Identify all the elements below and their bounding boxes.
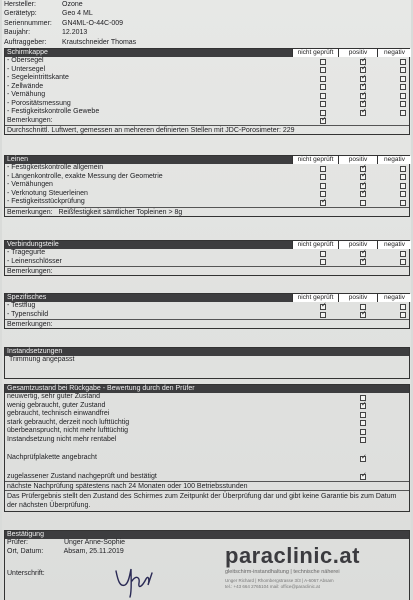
checkbox-negative[interactable] [400,191,406,197]
checkbox-positive[interactable] [360,304,366,310]
section-title-text: Schirmkappe [7,49,48,56]
info-row-serial [4,19,224,29]
checkbox-not-checked[interactable] [320,251,326,257]
info-row-type [4,10,224,20]
checkbox-not-checked[interactable] [320,118,326,124]
section-verbindungsteile [4,240,410,276]
condition-option-label: stark gebraucht, derzeit noch lufttüchtig [7,418,130,426]
condition-option [5,427,409,436]
checkbox-not-checked[interactable] [320,59,326,65]
spacer [5,444,409,454]
checklist-item [5,173,409,182]
checklist-item-label: - Festigkeitsstückprüfung [7,198,85,205]
checkbox-negative[interactable] [400,200,406,206]
checklist-item-label: - Leinenschlösser [7,257,62,265]
info-value: 12.2013 [62,29,88,37]
checklist-item-label: - Längenkontrolle, exakte Messung der Geometrie [7,172,163,180]
inspection-report-page [2,0,411,600]
section-leinen [4,155,410,217]
checklist [5,302,409,319]
column-positive: positiv [338,49,377,57]
checkbox-negative[interactable] [400,59,406,65]
column-negative: negativ [377,156,411,164]
checkbox-not-checked[interactable] [320,183,326,189]
checkbox-not-checked[interactable] [320,67,326,73]
checklist-item-label: - Typenschild [7,310,49,318]
info-row-manufacturer [4,0,224,10]
condition-checkbox[interactable] [360,429,366,435]
condition-checkbox[interactable] [360,395,366,401]
checkbox-not-checked[interactable] [320,174,326,180]
handwritten-signature [112,565,162,599]
checklist-item [5,249,409,258]
checkbox-positive[interactable] [360,166,366,172]
checklist [5,164,409,207]
checkbox-positive[interactable] [360,76,366,82]
next-inspection-note: nächste Nachprüfung spätestens nach 24 Monaten oder 100 Betriebsstunden [5,481,409,490]
info-label: Baujahr: [4,29,31,37]
checkbox-not-checked[interactable] [320,200,326,206]
column-positive: positiv [338,156,377,164]
zugelassen-row [5,473,409,482]
contact-line: tel.: +43 664 2765104 mail: office@paraclinic.at [225,583,320,589]
section-spezifisches [4,293,410,329]
checklist-item [5,91,409,100]
column-not-checked: nicht geprüft [292,156,338,164]
checkbox-not-checked[interactable] [320,93,326,99]
checkbox-negative[interactable] [400,183,406,189]
checkbox-positive[interactable] [360,200,366,206]
repairs-text: Trimmung angepasst [9,356,75,363]
checklist-item [5,181,409,190]
checklist [5,57,409,117]
column-not-checked: nicht geprüft [292,294,338,302]
checkbox-positive[interactable] [360,251,366,257]
column-negative: negativ [377,241,411,249]
remarks-row [5,266,409,275]
checkbox-not-checked[interactable] [320,304,326,310]
checkbox-negative[interactable] [400,304,406,310]
remarks-row [5,117,409,126]
address-line: Unger Richard | Rhombergstrasse 3/3 | A-6067 Absam [225,577,334,583]
signature-label: Unterschrift: [7,570,45,577]
section-title: Bestätigung [5,531,409,539]
zugelassen-checkbox[interactable] [360,474,366,480]
column-negative: negativ [377,49,411,57]
section-title [5,49,409,57]
info-label: Auftraggeber: [4,38,47,46]
place-date-label: Ort, Datum: [7,547,44,555]
company-logo: paraclinic.at [225,543,360,568]
column-not-checked: nicht geprüft [292,49,338,57]
remarks-label: Bemerkungen: [7,268,53,275]
condition-option [5,393,409,402]
checklist-item [5,311,409,320]
remarks-label: Bemerkungen: [7,208,53,216]
spacer [5,463,409,473]
condition-option-label: gebraucht, technisch einwandfrei [7,410,110,417]
checkbox-negative[interactable] [400,67,406,73]
checkbox-positive[interactable] [360,312,366,318]
section-schirmkappe [4,48,410,135]
checkbox-negative[interactable] [400,93,406,99]
checkbox-negative[interactable] [400,76,406,82]
section-title-text: Spezifisches [7,294,47,301]
condition-option [5,419,409,428]
company-tagline: gleitschirm-instandhaltung | technische näherei [225,569,340,576]
checklist-item [5,198,409,207]
checkbox-not-checked[interactable] [320,166,326,172]
condition-option-label: Instandsetzung nicht mehr rentabel [7,435,117,443]
info-label: Gerätetyp: [4,10,37,18]
checklist-item-label: - Vernähung [7,91,46,98]
info-row-client [4,38,224,48]
checklist-item-label: - Obersegel [7,57,44,64]
checklist-item [5,100,409,109]
checkbox-not-checked[interactable] [320,110,326,116]
checklist-item-label: - Festigkeitskontrolle Gewebe [7,108,100,115]
info-label: Hersteller: [4,0,36,8]
info-value: Ozone [62,0,83,8]
checkbox-negative[interactable] [400,110,406,116]
checklist-item-label: - Segeleintrittskante [7,74,69,81]
section-title: Gesamtzustand bei Rückgabe - Bewertung durch den Prüfer [5,385,409,393]
section-title [5,156,409,164]
info-row-year [4,29,224,39]
checklist-item-label: - Porositätsmessung [7,99,71,107]
checklist-item-label: - Zellwände [7,82,44,90]
checklist-item-label: - Testflug [7,302,36,309]
checklist-item [5,57,409,66]
checkbox-not-checked[interactable] [320,259,326,265]
inspector-label: Prüfer: [7,539,29,546]
checklist-item [5,164,409,173]
section-title-text: Leinen [7,156,29,163]
condition-option-label: neuwertig, sehr guter Zustand [7,393,100,400]
checkbox-negative[interactable] [400,166,406,172]
plakette-checkbox[interactable] [360,456,366,462]
column-positive: positiv [338,241,377,249]
condition-option [5,436,409,445]
remarks-note: Durchschnittl. Luftwert, gemessen an mehreren definierten Stellen mit JDC-Porosimeter: 229 [5,125,409,134]
checklist-item [5,302,409,311]
disclaimer: Das Prüfergebnis stellt den Zustand des Schirmes zum Zeitpunkt der Überprüfung dar und gibt keine Garantie bis zum Datum der nächsten Überprüfung. [5,490,409,511]
column-not-checked: nicht geprüft [292,241,338,249]
checkbox-negative[interactable] [400,259,406,265]
checkbox-positive[interactable] [360,84,366,90]
checkbox-positive[interactable] [360,191,366,197]
checklist-item [5,190,409,199]
remarks-label: Bemerkungen: [7,321,53,328]
condition-option [5,402,409,411]
checkbox-positive[interactable] [360,174,366,180]
checkbox-positive[interactable] [360,101,366,107]
checkbox-not-checked[interactable] [320,101,326,107]
checklist-item-label: - Tragegurte [7,249,46,256]
checklist [5,249,409,266]
inspector-name: Unger Anne-Sophie [63,539,126,546]
checkbox-positive[interactable] [360,93,366,99]
remarks-row [5,319,409,328]
condition-option [5,410,409,419]
checklist-item-label: - Verknotung Steuerleinen [7,189,88,197]
checklist-item [5,83,409,92]
checklist-item [5,108,409,117]
remarks-text: Reißfestigkeit sämtlicher Topleinen > 8g [58,208,183,216]
checkbox-not-checked[interactable] [320,312,326,318]
place-date-value: Absam, 25.11.2019 [63,547,124,555]
checkbox-negative[interactable] [400,84,406,90]
remarks-row [5,207,409,216]
checkbox-negative[interactable] [400,312,406,318]
checkbox-positive[interactable] [360,59,366,65]
column-positive: positiv [338,294,377,302]
section-gesamtzustand [4,384,410,512]
checklist-item-label: - Untersegel [7,65,46,73]
company-address [225,578,405,590]
checklist-item [5,66,409,75]
column-negative: negativ [377,294,411,302]
remarks-label: Bemerkungen: [7,116,53,124]
checkbox-not-checked[interactable] [320,191,326,197]
checkbox-positive[interactable] [360,67,366,73]
condition-option-label: überbeansprucht, nicht mehr lufttüchtig [7,427,129,434]
condition-checkbox[interactable] [360,412,366,418]
checkbox-not-checked[interactable] [320,76,326,82]
condition-checkbox[interactable] [360,403,366,409]
info-value: Geo 4 ML [62,10,93,18]
condition-checkbox[interactable] [360,437,366,443]
section-title [5,294,409,302]
section-instandsetzungen [4,347,410,379]
info-value: Krautschneider Thomas [62,38,137,46]
checkbox-positive[interactable] [360,259,366,265]
device-info [4,0,224,48]
checkbox-positive[interactable] [360,183,366,189]
condition-checkbox[interactable] [360,420,366,426]
checkbox-negative[interactable] [400,174,406,180]
condition-option-label: wenig gebraucht, guter Zustand [7,401,106,409]
plakette-row [5,454,409,463]
checkbox-positive[interactable] [360,110,366,116]
section-title: Instandsetzungen [5,348,409,356]
section-title-text: Verbindungsteile [7,241,59,248]
company-stamp [225,543,405,600]
section-title [5,241,409,249]
checklist-item-label: - Festigkeitskontrolle allgemein [7,164,104,171]
checklist-item [5,74,409,83]
checkbox-negative[interactable] [400,101,406,107]
info-label: Seriennummer: [4,19,52,27]
checkbox-negative[interactable] [400,251,406,257]
plakette-label: Nachprüfplakette angebracht [7,454,97,461]
checklist-item [5,258,409,267]
info-value: GN4ML-O-44C-009 [62,19,124,27]
zugelassen-label: zugelassener Zustand nachgeprüft und bestätigt [7,472,157,480]
checkbox-not-checked[interactable] [320,84,326,90]
checklist-item-label: - Vernähungen [7,181,53,188]
condition-list [5,393,409,444]
